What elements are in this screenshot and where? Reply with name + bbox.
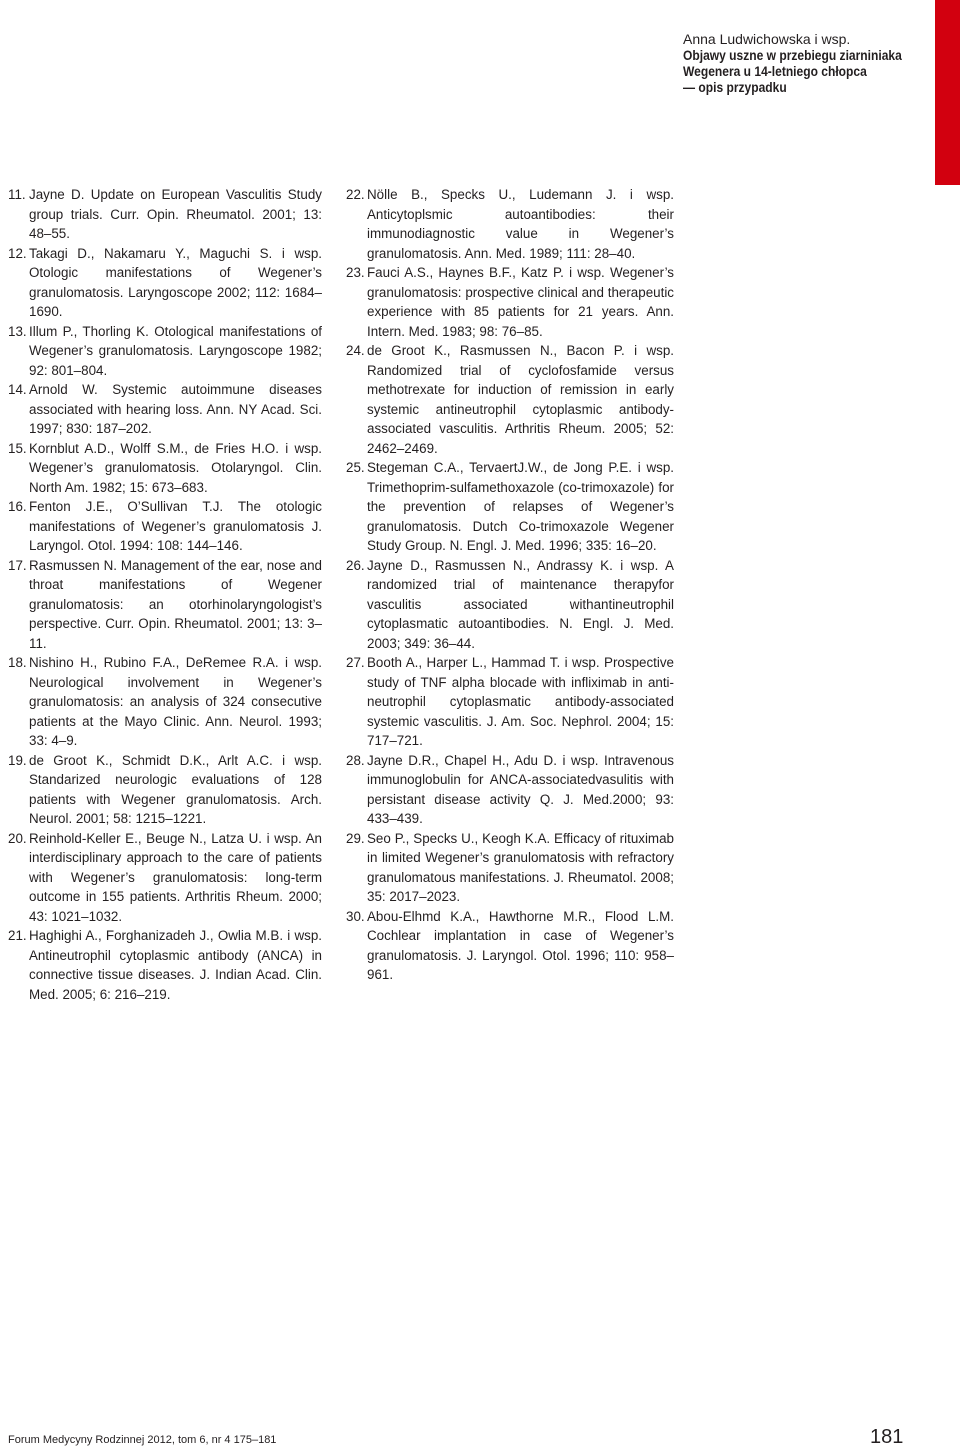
reference-text: Jayne D. Update on European Vasculitis Study group trials. Curr. Opin. Rheumatol. 2001; 13: 48–55. — [29, 187, 322, 241]
reference-text: Nölle B., Specks U., Ludemann J. i wsp. Anticytoplsmic autoantibodies: their immunodiagnostic value in Wegener’s granulomatosis. Ann. Med. 1989; 111: 28–40. — [367, 187, 674, 261]
reference-text: de Groot K., Rasmussen N., Bacon P. i wsp. Randomized trial of cyclofosfamide versus methotrexate for induction of remission in early systemic antineutrophil cytoplasmic antibody-associated vasculitis. Arthritis Rheum. 2005; 52: 2462–2469. — [367, 343, 674, 456]
reference-item — [346, 185, 674, 263]
reference-number: 19. — [8, 752, 27, 768]
reference-number: 30. — [346, 908, 365, 924]
reference-text: Seo P., Specks U., Keogh K.A. Efficacy of rituximab in limited Wegener’s granulomatosis with refractory granulomatous manifestations. J. Rheumatol. 2008; 35: 2017–2023. — [367, 830, 674, 904]
reference-number: 27. — [346, 655, 365, 670]
reference-item — [346, 751, 674, 829]
reference-number: 29. — [346, 830, 365, 846]
reference-text: Reinhold-Keller E., Beuge N., Latza U. i wsp. An interdisciplinary approach to the care of patients with Wegener’s granulomatosis: long-term outcome in 155 patients. Arthritis Rheum. 2000; 43: 1021–1032. — [29, 830, 322, 924]
reference-number: 18. — [8, 655, 27, 670]
reference-item — [346, 653, 674, 751]
reference-text: Booth A., Harper L., Hammad T. i wsp. Prospective study of TNF alpha blocade with infliximab in anti- neutrophil cytoplasmatic antibody-associated systemic vasculitis. J. Am. Soc. Nephrol. 2004; 15: 717–721. — [367, 655, 674, 748]
references-right-column — [346, 185, 674, 985]
reference-item — [8, 380, 322, 439]
reference-number: 23. — [346, 265, 365, 280]
reference-item — [8, 653, 322, 751]
reference-number: 20. — [8, 830, 27, 846]
reference-item — [8, 185, 322, 244]
reference-item — [8, 497, 322, 556]
reference-text: de Groot K., Schmidt D.K., Arlt A.C. i wsp. Standarized neurologic evaluations of 128 patients with Wegener granulomatosis. Arch. Neurol. 2001; 58: 1215–1221. — [29, 752, 322, 826]
header-title-line-2: Wegenera u 14-letniego chłopca — [683, 63, 867, 79]
reference-number: 14. — [8, 382, 27, 397]
reference-text: Fauci A.S., Haynes B.F., Katz P. i wsp. Wegener’s granulomatosis: prospective clinical and therapeutic experience with 85 patients for 21 years. Ann. Intern. Med. 1983; 98: 76–85. — [367, 265, 674, 339]
accent-bar — [935, 0, 960, 185]
reference-text: Jayne D., Rasmussen N., Andrassy K. i wsp. A randomized trial of maintenance therapyfor vasculitis associated withantineutrophil cytoplasmatic autoantibodies. N. Engl. J. Med. 2003; 349: 36–44. — [367, 557, 674, 651]
reference-number: 12. — [8, 245, 27, 261]
reference-item — [346, 263, 674, 341]
reference-item — [8, 439, 322, 498]
page-number: 181 — [870, 1426, 904, 1448]
references-left-column — [8, 185, 322, 1004]
reference-item — [346, 458, 674, 556]
reference-item — [8, 322, 322, 381]
reference-text: Rasmussen N. Management of the ear, nose and throat manifestations of Wegener granulomatosis: an otorhinolaryngologist’s perspective. Curr. Opin. Rheumatol. 2001; 13: 3–11. — [29, 557, 322, 651]
header-author: Anna Ludwichowska i wsp. — [683, 31, 851, 47]
reference-number: 21. — [8, 928, 27, 943]
reference-text: Abou-Elhmd K.A., Hawthorne M.R., Flood L.M. Cochlear implantation in case of Wegener’s granulomatosis. J. Laryngol. Otol. 1996; 110: 958–961. — [367, 908, 674, 982]
reference-item — [8, 244, 322, 322]
reference-number: 25. — [346, 460, 365, 475]
reference-item — [346, 341, 674, 458]
reference-item — [346, 829, 674, 907]
reference-item — [8, 556, 322, 654]
reference-item — [8, 751, 322, 829]
reference-text: Takagi D., Nakamaru Y., Maguchi S. i wsp. Otologic manifestations of Wegener’s granulomatosis. Laryngoscope 2002; 112: 1684–1690. — [29, 245, 322, 319]
reference-number: 17. — [8, 557, 27, 573]
reference-number: 26. — [346, 557, 365, 573]
reference-text: Nishino H., Rubino F.A., DeRemee R.A. i wsp. Neurological involvement in Wegener’s granulomatosis: an analysis of 324 consecutive patients at the Mayo Clinic. Ann. Neurol. 1993; 33: 4–9. — [29, 655, 322, 748]
header-title-line-3: — opis przypadku — [683, 79, 787, 95]
reference-number: 16. — [8, 499, 27, 514]
reference-text: Jayne D.R., Chapel H., Adu D. i wsp. Intravenous immunoglobulin for ANCA-associatedvasulitis with persistant disease activity Q. J. Med.2000; 93: 433–439. — [367, 752, 674, 826]
header-title-line-1: Objawy uszne w przebiegu ziarniniaka — [683, 47, 902, 63]
reference-text: Arnold W. Systemic autoimmune diseases associated with hearing loss. Ann. NY Acad. Sci. 1997; 830: 187–202. — [29, 382, 322, 436]
reference-text: Haghighi A., Forghanizadeh J., Owlia M.B. i wsp. Antineutrophil cytoplasmic antibody (ANCA) in connective tissue diseases. J. Indian Acad. Clin. Med. 2005; 6: 216–219. — [29, 928, 322, 1002]
reference-number: 28. — [346, 752, 365, 768]
reference-text: Illum P., Thorling K. Otological manifestations of Wegener’s granulomatosis. Laryngoscope 1982; 92: 801–804. — [29, 323, 322, 378]
reference-item — [8, 926, 322, 1004]
reference-number: 13. — [8, 323, 27, 339]
reference-text: Stegeman C.A., TervaertJ.W., de Jong P.E. i wsp. Trimethoprim-sulfamethoxazole (co-trimoxazole) for the prevention of relapses of Wegener’s granulomatosis. Dutch Co-trimoxazole Wegener Study Group. N. Engl. J. Med. 1996; 335: 16–20. — [367, 460, 674, 553]
reference-item — [346, 907, 674, 985]
reference-number: 11. — [8, 187, 26, 202]
reference-number: 22. — [346, 187, 365, 202]
reference-item — [346, 556, 674, 654]
journal-footer: Forum Medycyny Rodzinnej 2012, tom 6, nr 4 175–181 — [8, 1434, 277, 1446]
reference-item — [8, 829, 322, 927]
reference-number: 24. — [346, 343, 365, 358]
running-header — [683, 31, 933, 95]
reference-text: Fenton J.E., O’Sullivan T.J. The otologic manifestations of Wegener’s granulomatosis J. Laryngol. Otol. 1994: 108: 144–146. — [29, 499, 322, 553]
reference-text: Kornblut A.D., Wolff S.M., de Fries H.O. i wsp. Wegener’s granulomatosis. Otolaryngol. Clin. North Am. 1982; 15: 673–683. — [29, 440, 322, 495]
reference-number: 15. — [8, 440, 27, 456]
